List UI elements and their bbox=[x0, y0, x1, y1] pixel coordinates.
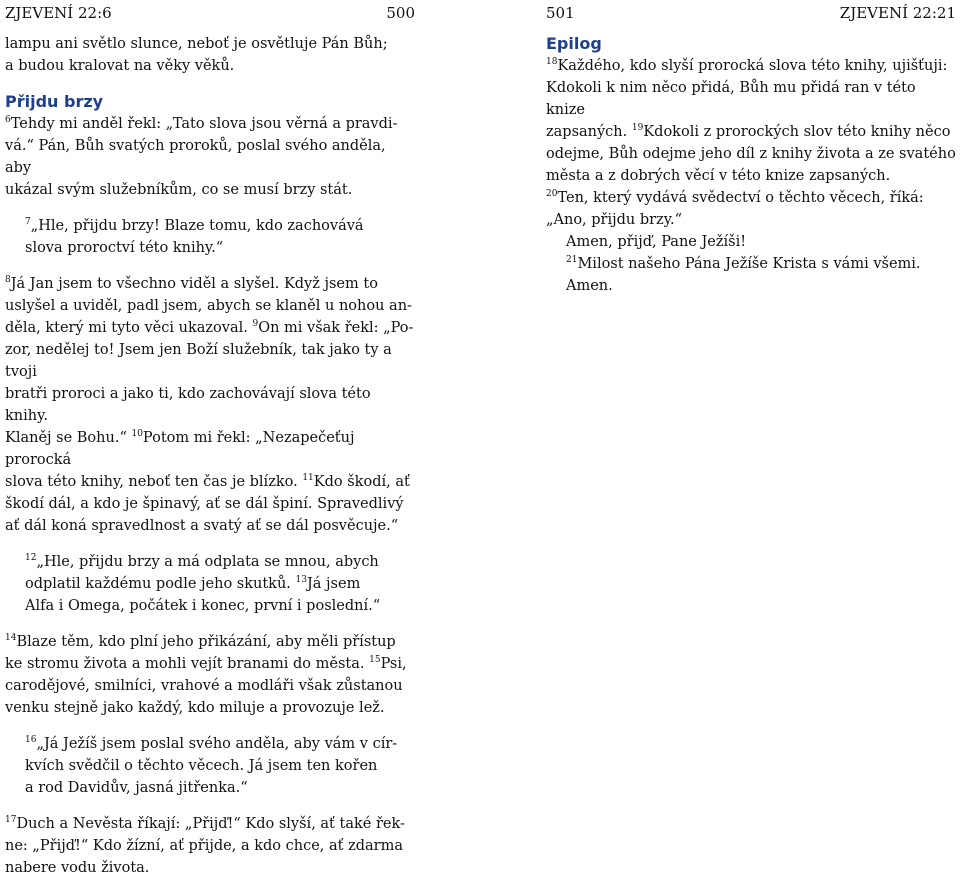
verse-paragraph bbox=[546, 187, 956, 231]
verse-number: 10 bbox=[131, 429, 143, 439]
verse-number: 14 bbox=[5, 633, 17, 643]
verse-text: Tehdy mi anděl řekl: „Tato slova jsou věrná a pravdi- vá.“ Pán, Bůh svatých proroků, poslal svého anděla, aby ukázal svým služebníkům, co se musí brzy stát. bbox=[5, 116, 398, 198]
verse-number: 8 bbox=[5, 275, 11, 285]
verse-number: 15 bbox=[369, 655, 381, 665]
verse-text: Ten, který vydává svědectví o těchto věcech, říká: „Ano, přijdu brzy.“ bbox=[546, 190, 924, 228]
verse-text: „Já Ježíš jsem poslal svého anděla, aby vám v cír- kvích svědčil o těchto věcech. Já jsem ten kořen a rod Davidův, jasná jitřenka.“ bbox=[25, 736, 398, 796]
verse-text: Blaze těm, kdo plní jeho přikázání, aby měli přístup ke stromu života a mohli vejít branami do města. bbox=[5, 634, 396, 672]
page-number: 501 bbox=[546, 4, 575, 22]
verse-paragraph bbox=[546, 55, 956, 187]
verse-number: 18 bbox=[546, 57, 558, 67]
verse-number: 16 bbox=[25, 735, 37, 745]
verse-text: „Hle, přijdu brzy a má odplata se mnou, abych odplatil každému podle jeho skutků. bbox=[25, 554, 379, 592]
verse-text: Duch a Nevěsta říkají: „Přijď!“ Kdo slyší, ať také řek- ne: „Přijď!“ Kdo žízní, ať přijde, a kdo chce, ať zdarma nabere vodu života. bbox=[5, 816, 405, 876]
section-heading: Přijdu brzy bbox=[5, 92, 104, 111]
book-reference: ZJEVENÍ 22:21 bbox=[839, 4, 956, 22]
verse-number: 9 bbox=[252, 319, 259, 329]
right-page bbox=[546, 0, 956, 297]
page-number: 500 bbox=[386, 4, 415, 22]
verse-number: 6 bbox=[5, 115, 11, 125]
verse-paragraph bbox=[5, 631, 415, 719]
verse-paragraph bbox=[5, 113, 415, 201]
verse-text: Já jsem Alfa i Omega, počátek i konec, první i poslední.“ bbox=[25, 576, 381, 614]
verse-text: Já Jan jsem to všechno viděl a slyšel. Když jsem to uslyšel a uviděl, padl jsem, abych se klaněl u nohou an- děla, který mi tyto věci ukazoval. bbox=[5, 276, 412, 336]
verse-response: Amen, přijď, Pane Ježíši! bbox=[566, 234, 747, 250]
verse-number: 20 bbox=[546, 189, 558, 199]
verse-text: „Hle, přijdu brzy! Blaze tomu, kdo zachovává slova proroctví této knihy.“ bbox=[25, 218, 364, 256]
verse-number: 7 bbox=[25, 217, 31, 227]
verse-text: Každého, kdo slyší prorocká slova této knihy, ujišťuji: Kdokoli k nim něco přidá, Bůh mu přidá ran v této knize zapsaných. bbox=[546, 58, 948, 140]
verse-text: Kdo škodí, ať škodí dál, a kdo je špinavý, ať se dál špiní. Spravedlivý ať dál koná spravedlnost a svatý ať se dál posvěcuje.“ bbox=[5, 474, 410, 534]
book-reference: ZJEVENÍ 22:6 bbox=[5, 4, 112, 22]
verse-number: 11 bbox=[302, 473, 314, 483]
verse-text: Psi, carodějové, smilníci, vrahové a modláři však zůstanou venku stejně jako každý, kdo miluje a provozuje lež. bbox=[5, 656, 407, 716]
verse-paragraph bbox=[5, 733, 415, 799]
section-heading: Epilog bbox=[546, 34, 602, 53]
verse-paragraph bbox=[5, 551, 415, 617]
verse-paragraph bbox=[5, 273, 415, 537]
verse-number: 17 bbox=[5, 815, 17, 825]
verse-paragraph bbox=[5, 215, 415, 259]
verse-paragraph bbox=[546, 253, 956, 297]
continuation-text: lampu ani světlo slunce, neboť je osvětluje Pán Bůh; a budou kralovat na věky věků. bbox=[5, 36, 388, 74]
verse-number: 13 bbox=[295, 575, 307, 585]
verse-paragraph bbox=[5, 813, 415, 879]
verse-number: 21 bbox=[566, 255, 578, 265]
verse-text: On mi však řekl: „Po- zor, nedělej to! Jsem jen Boží služebník, tak jako ty a tvoji bratři proroci a jako ti, kdo zachovávají slova této knihy. Klaněj se Bohu.“ bbox=[5, 320, 414, 446]
running-header bbox=[5, 1, 415, 25]
running-header bbox=[546, 1, 956, 25]
verse-text: Potom mi řekl: „Nezapečeťuj prorocká slova této knihy, neboť ten čas je blízko. bbox=[5, 430, 355, 490]
verse-number: 19 bbox=[631, 123, 644, 133]
left-page bbox=[5, 0, 415, 879]
verse-number: 12 bbox=[25, 553, 37, 563]
verse-text: Milost našeho Pána Ježíše Krista s vámi všemi. Amen. bbox=[566, 256, 921, 294]
verse-text: Kdokoli z prorockých slov této knihy něco odejme, Bůh odejme jeho díl z knihy života a ze svatého města a z dobrých věcí v této knize zapsaných. bbox=[546, 124, 956, 184]
